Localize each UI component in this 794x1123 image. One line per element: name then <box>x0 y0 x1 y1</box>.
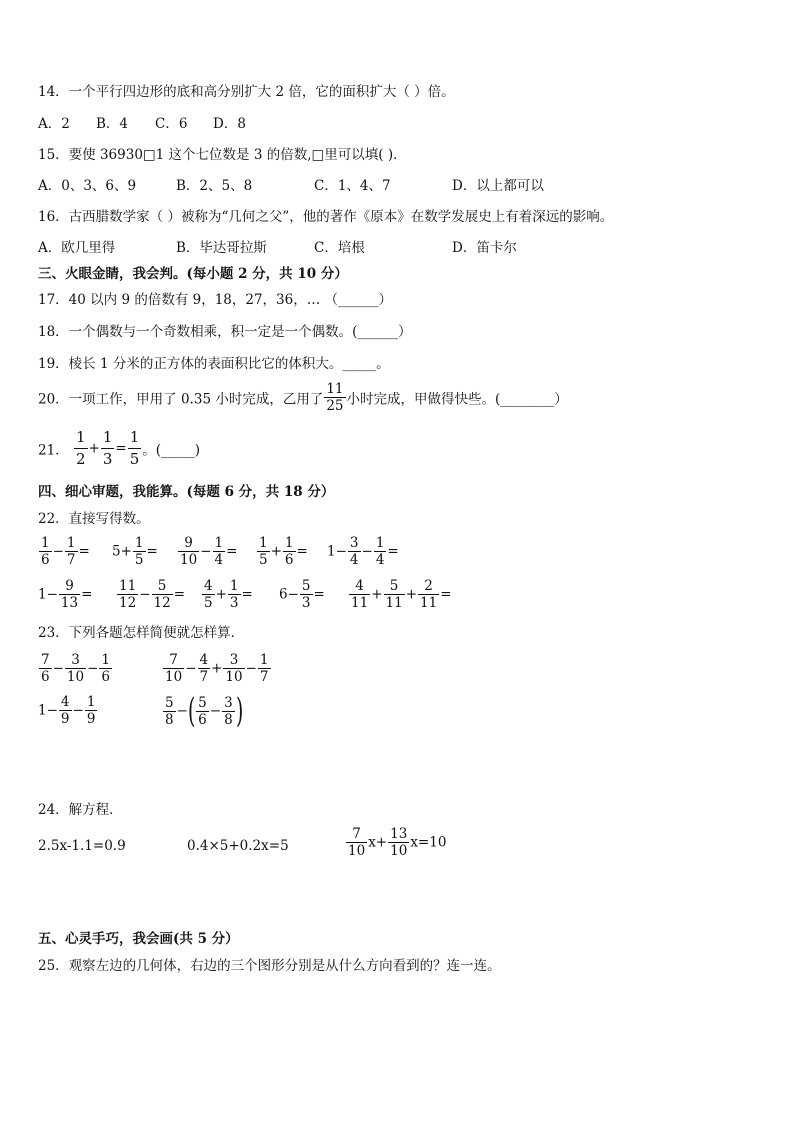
q14-text: 14．一个平行四边形的底和高分别扩大 2 倍，它的面积扩大（ ）倍。 <box>38 84 455 100</box>
q21-line: 21． $\frac{1}{2}$ + $\frac{1}{3}$ = $\frac{1}{5}$ 。(_____) <box>38 428 201 468</box>
q20-post: 小时完成，甲做得快些。(________） <box>346 391 568 408</box>
q23-expression-1: $\frac{7}{6}$ − $\frac{3}{10}$ − $\frac{1}{6}$ <box>41 652 110 685</box>
q20-line <box>38 381 568 414</box>
q20-fraction: $\frac{11}{25}$ <box>326 381 344 414</box>
q22-expression-3: $\frac{9}{10}$ − $\frac{1}{4}$ = <box>180 535 238 568</box>
section-3-heading: 三、火眼金睛，我会判。(每小题 2 分，共 10 分） <box>38 266 348 282</box>
q22-expression-10: $\frac{4}{11}$ + $\frac{5}{11}$ + $\frac{2}{11}$ = <box>351 578 452 611</box>
q23-expression-3: 1− $\frac{4}{9}$ − $\frac{1}{9}$ <box>38 694 96 727</box>
q15-option-d: D．以上都可以 <box>452 178 544 194</box>
q22-expression-9: 6− $\frac{5}{3}$ = <box>279 578 325 611</box>
q16-text: 16．古西腊数学家（ ）被称为“几何之父”，他的著作《原本》在数学发展史上有着深远的影响。 <box>38 209 614 225</box>
q21-label: 21． <box>38 442 69 459</box>
q21-fraction-b: $\frac{1}{3}$ <box>102 428 113 468</box>
q23-expression-4: $\frac{5}{8}$ −( $\frac{5}{6}$ − $\frac{3}{8}$ ) <box>165 691 243 731</box>
q22-expression-1: $\frac{1}{6}$ − $\frac{1}{7}$ = <box>41 535 90 568</box>
q15-option-b: B．2、5、8 <box>176 178 253 194</box>
q19-text: 19．棱长 1 分米的正方体的表面积比它的体积大。_____。 <box>38 356 390 372</box>
q15-option-a: A．0、3、6、9 <box>38 178 137 194</box>
q16-option-a: A．欧几里得 <box>38 240 116 256</box>
q21-fraction-c: $\frac{1}{5}$ <box>129 428 140 468</box>
q24-equation-3: $\frac{7}{10}$ x+ $\frac{13}{10}$ x=10 <box>348 826 447 859</box>
section-5-heading: 五、心灵手巧，我会画(共 5 分） <box>38 931 239 947</box>
q14-option-c: C．6 <box>155 116 188 132</box>
q16-option-d: D．笛卡尔 <box>452 240 517 256</box>
q22-expression-2: 5+ $\frac{1}{5}$ = <box>112 535 158 568</box>
q24-title: 24．解方程． <box>38 802 123 818</box>
q18-text: 18．一个偶数与一个奇数相乘，积一定是一个偶数。(______） <box>38 324 412 340</box>
q24-equation-1: 2.5x-1.1=0.9 <box>38 838 126 854</box>
q23-title: 23．下列各题怎样简便就怎样算． <box>38 625 245 641</box>
q15-option-c: C．1、4、7 <box>314 178 391 194</box>
q22-expression-5: 1− $\frac{3}{4}$ − $\frac{1}{4}$ = <box>327 535 399 568</box>
q22-expression-7: $\frac{11}{12}$ − $\frac{5}{12}$ = <box>119 578 185 611</box>
q14-option-b: B．4 <box>96 116 129 132</box>
q22-title: 22．直接写得数。 <box>38 511 150 527</box>
q25-text: 25．观察左边的几何体，右边的三个图形分别是从什么方向看到的？连一连。 <box>38 958 501 974</box>
section-4-heading: 四、细心审题，我能算。(每题 6 分，共 18 分） <box>38 484 335 500</box>
q17-text: 17．40 以内 9 的倍数有 9，18，27，36，… （______） <box>38 292 393 308</box>
q16-option-b: B．毕达哥拉斯 <box>176 240 267 256</box>
q14-option-d: D．8 <box>213 116 246 132</box>
q22-expression-4: $\frac{1}{5}$ + $\frac{1}{6}$ = <box>259 535 308 568</box>
q14-option-a: A．2 <box>38 116 70 132</box>
q21-blank: 。(_____) <box>142 442 201 459</box>
q24-equation-2: 0.4×5+0.2x=5 <box>187 838 289 854</box>
q15-text: 15．要使 36930□1 这个七位数是 3 的倍数,□里可以填( )． <box>38 147 407 163</box>
q16-option-c: C．培根 <box>314 240 365 256</box>
q21-fraction-a: $\frac{1}{2}$ <box>75 428 86 468</box>
q22-expression-8: $\frac{4}{5}$ + $\frac{1}{3}$ = <box>204 578 253 611</box>
q22-expression-6: 1− $\frac{9}{13}$ = <box>38 578 93 611</box>
q20-pre: 20．一项工作，甲用了 0.35 小时完成，乙用了 <box>38 391 324 408</box>
q23-expression-2: $\frac{7}{10}$ − $\frac{4}{7}$ + $\frac{3}{10}$ − $\frac{1}{7}$ <box>165 652 269 685</box>
